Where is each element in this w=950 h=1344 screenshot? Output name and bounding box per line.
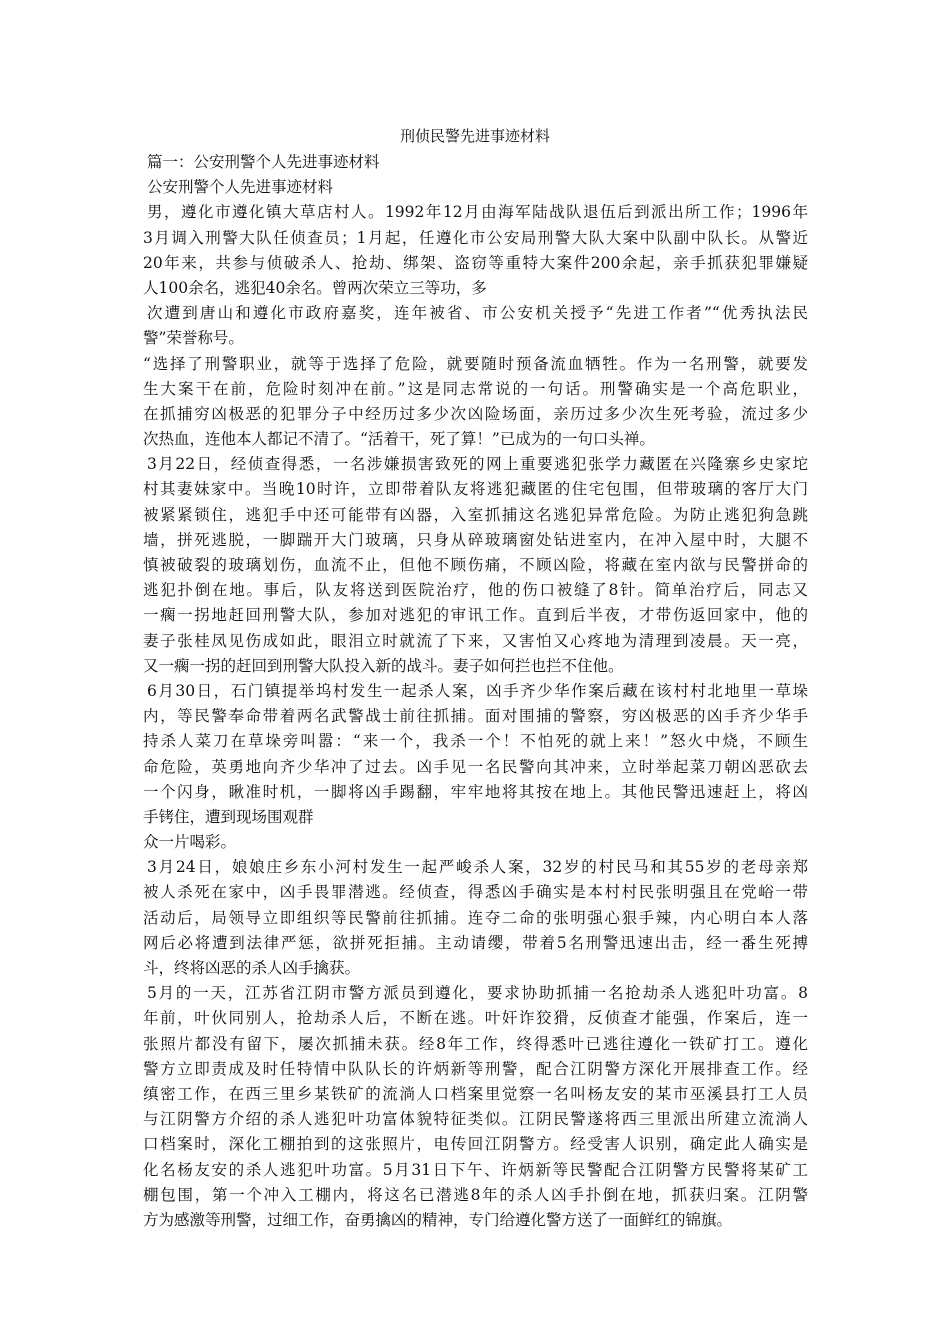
body-text-line: 活动后，局领导立即组织等民警前往抓捕。连夺二命的张明强心狠手辣，内心明白本人落 bbox=[143, 908, 808, 927]
body-text-line: 命危险，英勇地向齐少华冲了过去。凶手见一名民警向其冲来，立时举起菜刀朝凶恶砍去 bbox=[143, 757, 808, 776]
body-text-line: 3月调入刑警大队任侦查员；1月起，任遵化市公安局刑警大队大案中队副中队长。从警近 bbox=[143, 228, 808, 247]
body-text-line: 内，等民警奉命带着两名武警战士前往抓捕。面对围捕的警察，穷凶极恶的凶手齐少华手 bbox=[143, 707, 808, 726]
body-text-line: 网后必将遭到法律严惩，欲拼死拒捕。主动请缨，带着5名刑警迅速出击，经一番生死搏 bbox=[143, 933, 808, 952]
body-text-line: 口档案时，深化工棚拍到的这张照片，电传回江阴警方。经受害人识别，确定此人确实是 bbox=[143, 1135, 808, 1154]
body-text-line: 又一瘸一拐的赶回到刑警大队投入新的战斗。妻子如何拦也拦不住他。 bbox=[143, 656, 624, 675]
body-text-line: 警”荣誉称号。 bbox=[143, 329, 244, 348]
body-text-line: 次热血，连他本人都记不清了。“活着干，死了算！”已成为的一句口头禅。 bbox=[143, 430, 655, 449]
document-title: 刑侦民警先进事迹材料 bbox=[399, 127, 550, 145]
body-text-line: 众一片喝彩。 bbox=[143, 833, 237, 852]
body-text-line: 人100余名，逃犯40余名。曾两次荣立三等功，多 bbox=[143, 278, 487, 297]
body-text-line: 被人杀死在家中，凶手畏罪潜逃。经侦查，得悉凶手确实是本村村民张明强且在党峪一带 bbox=[143, 883, 808, 902]
body-text-line: 化名杨友安的杀人逃犯叶功富。5月31日下午、许炳新等民警配合江阴警方民警将某矿工 bbox=[143, 1160, 808, 1179]
body-text-line: 缜密工作，在西三里乡某铁矿的流淌人口档案里觉察一名叫杨友安的某市巫溪县打工人员 bbox=[143, 1084, 808, 1103]
body-text-line: 3月22日，经侦查得悉，一名涉嫌损害致死的网上重要逃犯张学力藏匿在兴隆寨乡史家坨 bbox=[147, 455, 808, 474]
body-text-line: 斗，终将凶恶的杀人凶手擒获。 bbox=[143, 959, 361, 977]
body-text-line: 篇一：公安刑警个人先进事迹材料 bbox=[147, 153, 380, 171]
body-text-line: 在抓捕穷凶极恶的犯罪分子中经历过多少次凶险场面，亲历过多少次生死考验，流过多少 bbox=[143, 404, 808, 423]
body-text-line: 与江阴警方介绍的杀人逃犯叶功富体貌特征类似。江阴民警遂将西三里派出所建立流淌人 bbox=[143, 1110, 808, 1129]
body-text-line: 20年来，共参与侦破杀人、抢劫、绑架、盗窃等重特大案件200余起，亲手抓获犯罪嫌疑 bbox=[143, 253, 808, 272]
body-text-line: 墙，拼死逃脱，一脚踹开大门玻璃，只身从碎玻璃窗处钻进室内，在冲入屋中时，大腿不 bbox=[143, 530, 808, 549]
body-text-line: 生大案干在前，危险时刻冲在前。”这是同志常说的一句话。刑警确实是一个高危职业， bbox=[143, 379, 808, 398]
body-text-line: 慎被破裂的玻璃划伤，血流不止，但他不顾伤痛，不顾凶险，将藏在室内欲与民警拼命的 bbox=[143, 556, 808, 574]
body-text-line: 一个闪身，瞅准时机，一脚将凶手踢翻，牢牢地将其按在地上。其他民警迅速赶上，将凶 bbox=[143, 782, 808, 801]
body-text-line: 持杀人菜刀在草垛旁叫嚣：“来一个，我杀一个！不怕死的就上来！”怒火中烧，不顾生 bbox=[143, 732, 808, 751]
body-text-line: 男，遵化市遵化镇大草店村人。1992年12月由海军陆战队退伍后到派出所工作；1996年 bbox=[147, 203, 808, 222]
body-text-line: 公安刑警个人先进事迹材料 bbox=[147, 178, 334, 197]
body-text-line: 一瘸一拐地赶回刑警大队，参加对逃犯的审讯工作。直到后半夜，才带伤返回家中，他的 bbox=[143, 606, 808, 625]
body-text-line: 手铐住，遭到现场围观群 bbox=[143, 807, 314, 826]
body-text-line: 6月30日，石门镇提举坞村发生一起杀人案，凶手齐少华作案后藏在该村村北地里一草垛 bbox=[147, 681, 808, 700]
body-text-line: 妻子张桂凤见伤成如此，眼泪立时就流了下来，又害怕又心疼地为清理到凌晨。天一亮， bbox=[143, 631, 808, 650]
body-text-line: 棚包围，第一个冲入工棚内，将这名已潜逃8年的杀人凶手扑倒在地，抓获归案。江阴警 bbox=[143, 1185, 808, 1204]
body-text-line: 方为感激等刑警，过细工作，奋勇擒凶的精神，专门给遵化警方送了一面鲜红的锦旗。 bbox=[143, 1210, 733, 1229]
body-text-line: “选择了刑警职业，就等于选择了危险，就要随时预备流血牺牲。作为一名刑警，就要发 bbox=[143, 354, 808, 373]
body-text-line: 张照片都没有留下，屡次抓捕未获。经8年工作，终得悉叶已逃往遵化一铁矿打工。遵化 bbox=[143, 1034, 808, 1053]
body-text-line: 次遭到唐山和遵化市政府嘉奖，连年被省、市公安机关授予“先进工作者”“优秀执法民 bbox=[147, 304, 808, 323]
body-text-line: 3月24日，娘娘庄乡东小河村发生一起严峻杀人案，32岁的村民马和其55岁的老母亲郑 bbox=[147, 858, 808, 877]
body-text-line: 5月的一天，江苏省江阴市警方派员到遵化，要求协助抓捕一名抢劫杀人逃犯叶功富。8 bbox=[147, 984, 808, 1003]
body-text-line: 警方立即责成及时任特情中队队长的许炳新等刑警，配合江阴警方深化开展排查工作。经 bbox=[143, 1059, 808, 1078]
body-text-line: 逃犯扑倒在地。事后，队友将送到医院治疗，他的伤口被缝了8针。简单治疗后，同志又 bbox=[143, 581, 808, 600]
body-text-line: 被紧紧锁住，逃犯手中还可能带有凶器，入室抓捕这名逃犯异常危险。为防止逃犯狗急跳 bbox=[143, 505, 808, 524]
body-text-line: 年前，叶伙同别人，抢劫杀人后，不断在逃。叶奸诈狡猾，反侦查才能强，作案后，连一 bbox=[143, 1009, 808, 1028]
body-text-line: 村其妻妹家中。当晚10时许，立即带着队友将逃犯藏匿的住宅包围，但带玻璃的客厅大门 bbox=[143, 480, 808, 499]
document-body bbox=[143, 150, 808, 1233]
